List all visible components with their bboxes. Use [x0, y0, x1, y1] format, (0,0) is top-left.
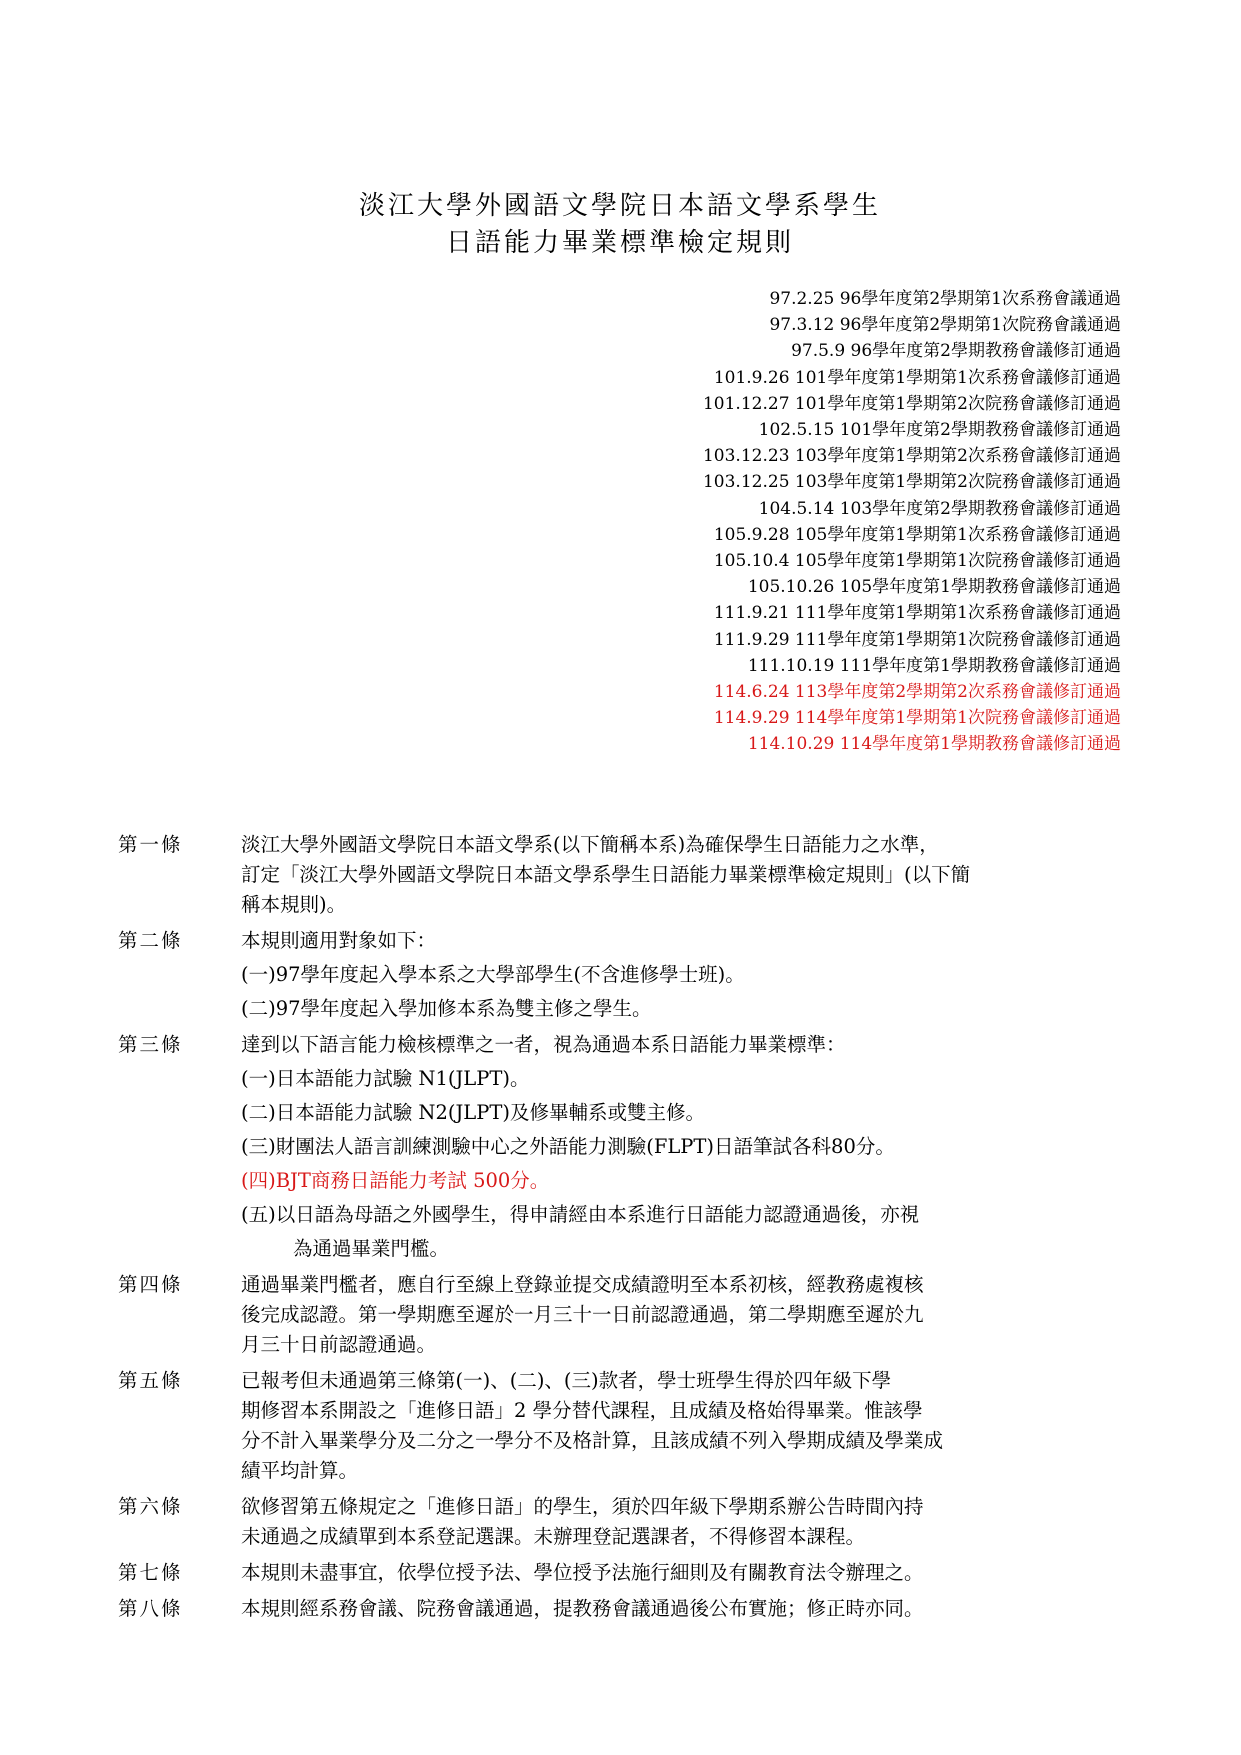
article-text-line: 通過畢業門檻者，應自行至線上登錄並提交成績證明至本系初核，經教務處複核: [241, 1273, 924, 1296]
article-item-continuation: 為通過畢業門檻。: [293, 1237, 450, 1260]
article-item: (五)以日語為母語之外國學生，得申請經由本系進行日語能力認證通過後，亦視: [241, 1203, 920, 1226]
article-item: (一)日本語能力試驗 N1(JLPT)。: [241, 1067, 530, 1090]
revision-entry: 105.10.4 105學年度第1學期第1次院務會議修訂通過: [713, 551, 1121, 572]
article-text-line: 績平均計算。: [241, 1459, 359, 1482]
article-item: (三)財團法人語言訓練測驗中心之外語能力測驗(FLPT)日語筆試各科80分。: [241, 1135, 895, 1158]
revision-entry: 111.9.29 111學年度第1學期第1次院務會議修訂通過: [713, 629, 1121, 650]
article-3: [118, 1030, 1128, 1264]
article-text-line: 已報考但未通過第三條第(一)、(二)、(三)款者，學士班學生得於四年級下學: [241, 1369, 892, 1392]
revision-entry: 111.10.19 111學年度第1學期教務會議修訂通過: [747, 655, 1121, 676]
article-text-line: 本規則經系務會議、院務會議通過，提教務會議通過後公布實施；修正時亦同。: [241, 1597, 924, 1620]
article-5: [118, 1366, 1128, 1486]
document-title-line1: 淡江大學外國語文學院日本語文學系學生: [358, 191, 881, 221]
article-2: [118, 926, 1128, 1024]
revision-history: [703, 286, 1121, 758]
article-number: 第七條: [118, 1561, 183, 1584]
revision-entry-highlighted: 114.10.29 114學年度第1學期教務會議修訂通過: [747, 734, 1121, 755]
article-6: [118, 1492, 1128, 1552]
article-text-line: 未通過之成績單到本系登記選課。未辦理登記選課者，不得修習本課程。: [241, 1525, 866, 1548]
revision-entry: 104.5.14 103學年度第2學期教務會議修訂通過: [758, 498, 1121, 519]
article-item: (二)97學年度起入學加修本系為雙主修之學生。: [241, 997, 652, 1020]
revision-entry: 97.5.9 96學年度第2學期教務會議修訂通過: [791, 341, 1121, 362]
article-text-line: 訂定「淡江大學外國語文學院日本語文學系學生日語能力畢業標準檢定規則」(以下簡: [241, 863, 971, 886]
revision-entry: 97.3.12 96學年度第2學期第1次院務會議通過: [769, 315, 1121, 336]
revision-entry: 105.9.28 105學年度第1學期第1次系務會議修訂通過: [713, 524, 1121, 545]
article-text-line: 本規則未盡事宜，依學位授予法、學位授予法施行細則及有關教育法令辦理之。: [241, 1561, 924, 1584]
article-4: [118, 1270, 1128, 1360]
revision-entry: 103.12.25 103學年度第1學期第2次院務會議修訂通過: [702, 472, 1121, 493]
article-text-line: 淡江大學外國語文學院日本語文學系(以下簡稱本系)為確保學生日語能力之水準，: [241, 833, 939, 856]
revision-entry: 111.9.21 111學年度第1學期第1次系務會議修訂通過: [713, 603, 1121, 624]
article-text-line: 期修習本系開設之「進修日語」2 學分替代課程，且成績及格始得畢業。惟該學: [241, 1399, 923, 1422]
article-text-line: 分不計入畢業學分及二分之一學分不及格計算，且該成績不列入學期成績及學業成: [241, 1429, 944, 1452]
revision-entry: 101.9.26 101學年度第1學期第1次系務會議修訂通過: [713, 367, 1121, 388]
revision-entry-highlighted: 114.6.24 113學年度第2學期第2次系務會議修訂通過: [713, 682, 1121, 703]
article-7: [118, 1558, 1128, 1588]
article-text-line: 後完成認證。第一學期應至遲於一月三十一日前認證通過，第二學期應至遲於九: [241, 1303, 924, 1326]
article-number: 第六條: [118, 1495, 183, 1518]
revision-entry: 105.10.26 105學年度第1學期教務會議修訂通過: [747, 577, 1121, 598]
article-number: 第三條: [118, 1033, 183, 1056]
revision-entry: 97.2.25 96學年度第2學期第1次系務會議通過: [769, 289, 1121, 309]
articles-section: [118, 830, 1128, 1630]
revision-entry: 102.5.15 101學年度第2學期教務會議修訂通過: [758, 420, 1121, 441]
article-item-highlighted: (四)BJT商務日語能力考試 500分。: [241, 1169, 550, 1192]
article-number: 第二條: [118, 929, 183, 952]
article-item: (一)97學年度起入學本系之大學部學生(不含進修學士班)。: [241, 963, 745, 986]
article-text-line: 稱本規則)。: [241, 893, 347, 916]
article-item: (二)日本語能力試驗 N2(JLPT)及修畢輔系或雙主修。: [241, 1101, 705, 1124]
article-number: 第八條: [118, 1597, 183, 1620]
revision-entry: 103.12.23 103學年度第1學期第2次系務會議修訂通過: [702, 446, 1121, 467]
revision-entry-highlighted: 114.9.29 114學年度第1學期第1次院務會議修訂通過: [713, 708, 1121, 729]
article-number: 第一條: [118, 833, 183, 856]
article-1: [118, 830, 1128, 920]
document-title-line2: 日語能力畢業標準檢定規則: [445, 228, 794, 258]
article-text-line: 達到以下語言能力檢核標準之一者，視為通過本系日語能力畢業標準：: [241, 1033, 846, 1056]
article-text-line: 欲修習第五條規定之「進修日語」的學生，須於四年級下學期系辦公告時間內持: [241, 1495, 924, 1518]
article-text-line: 本規則適用對象如下：: [241, 929, 437, 952]
article-8: [118, 1594, 1128, 1624]
article-text-line: 月三十日前認證通過。: [241, 1333, 437, 1356]
revision-entry: 101.12.27 101學年度第1學期第2次院務會議修訂通過: [702, 393, 1121, 414]
article-number: 第五條: [118, 1369, 183, 1392]
article-number: 第四條: [118, 1273, 183, 1296]
